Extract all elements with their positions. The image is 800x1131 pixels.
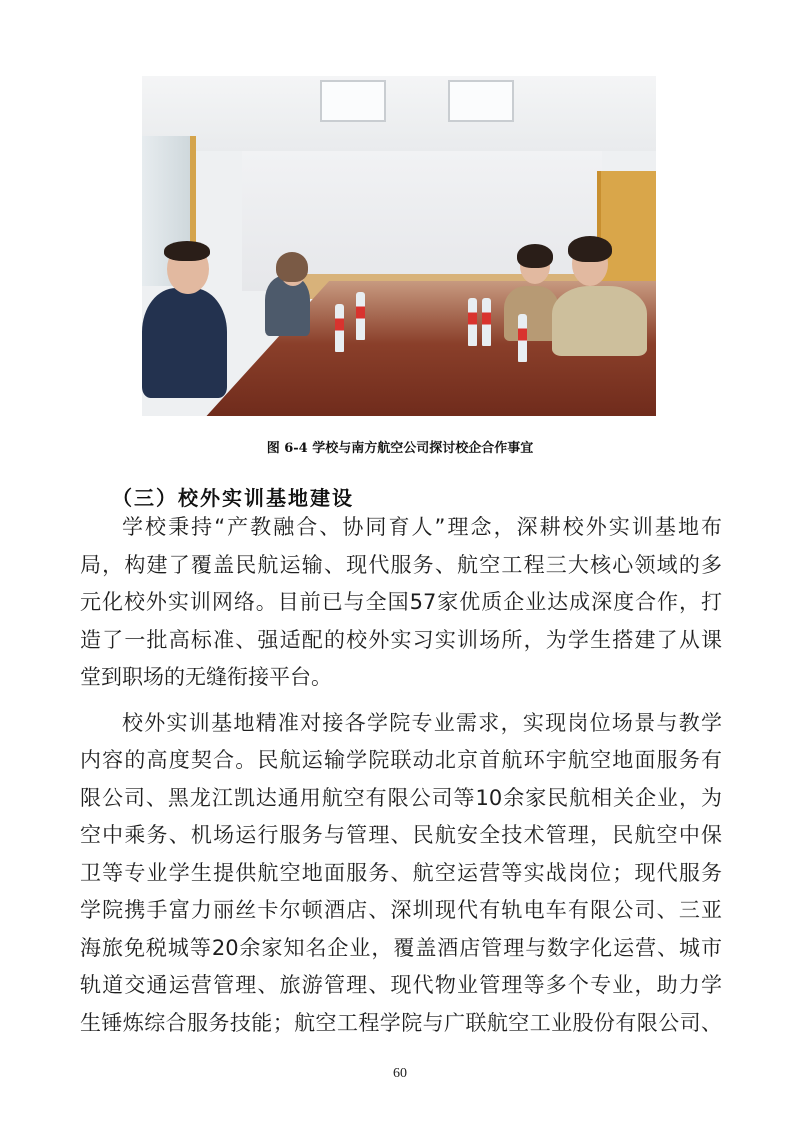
water-bottle: [482, 298, 491, 346]
person-right-woman-1: [504, 286, 559, 341]
text-line: 空中乘务、机场运行服务与管理、民航安全技术管理，民航空中保: [80, 823, 722, 847]
text-line: 卫等专业学生提供航空地面服务、航空运营等实战岗位；现代服务: [80, 860, 722, 885]
text-line: 轨道交通运营管理、旅游管理、现代物业管理等多个专业，助力学: [80, 973, 722, 997]
person-hair: [164, 241, 210, 261]
water-bottle: [468, 298, 477, 346]
paragraph-1: [80, 509, 722, 697]
text-line: 元化校外实训网络。目前已与全国57家优质企业达成深度合作，打: [80, 590, 722, 614]
ceiling-light: [320, 80, 386, 122]
text-line: 内容的高度契合。民航运输学院联动北京首航环宇航空地面服务有: [80, 748, 722, 772]
person-right-woman-2: [552, 286, 647, 356]
body-text: [80, 509, 722, 1042]
water-bottle: [335, 304, 344, 352]
water-bottle: [356, 292, 365, 340]
person-left-man: [142, 288, 227, 398]
water-bottle: [518, 314, 527, 362]
paragraph-gap: [80, 697, 722, 705]
ceiling: [142, 76, 656, 151]
text-line: 学校秉持“产教融合、协同育人”理念，深耕校外实训基地布: [122, 515, 722, 539]
person-hair: [276, 252, 308, 282]
figure-caption: 图 6-4 学校与南方航空公司探讨校企合作事宜: [266, 441, 534, 456]
ceiling-light: [448, 80, 514, 122]
text-line: 校外实训基地精准对接各学院专业需求，实现岗位场景与教学: [122, 710, 722, 735]
text-line: 学院携手富力丽丝卡尔顿酒店、深圳现代有轨电车有限公司、三亚: [80, 898, 722, 922]
text-line: 限公司、黑龙江凯达通用航空有限公司等10余家民航相关企业，为: [80, 785, 722, 810]
person-hair: [568, 236, 612, 262]
text-line: 海旅免税城等20余家知名企业，覆盖酒店管理与数字化运营、城市: [80, 935, 722, 960]
text-line: 造了一批高标准、强适配的校外实习实训场所，为学生搭建了从课: [80, 627, 722, 652]
page-number: 60: [393, 1066, 407, 1081]
text-line: 生锤炼综合服务技能；航空工程学院与广联航空工业股份有限公司、: [80, 1010, 722, 1035]
meeting-room-photo: [142, 76, 656, 416]
person-hair: [517, 244, 553, 268]
text-line: 局，构建了覆盖民航运输、现代服务、航空工程三大核心领域的多: [80, 552, 722, 577]
text-line: 堂到职场的无缝衔接平台。: [80, 665, 332, 689]
paragraph-2: [80, 705, 722, 1043]
section-heading: （三）校外实训基地建设: [112, 486, 354, 510]
